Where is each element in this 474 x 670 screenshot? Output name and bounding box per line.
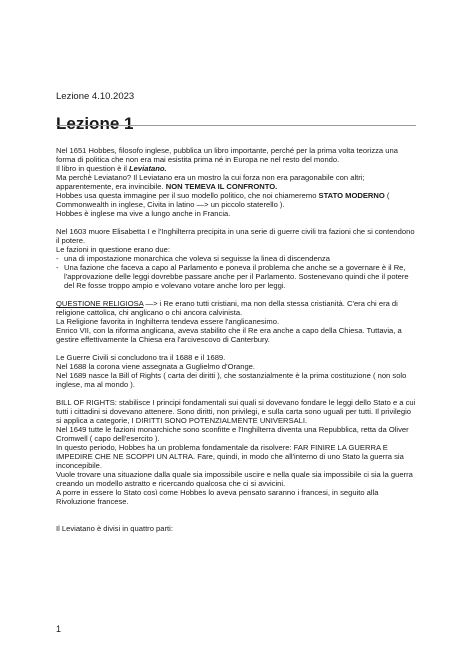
text-line: Nel 1651 Hobbes, filosofo inglese, pubblica un libro importante, perché per la prima volta teorizza una forma di politica che non era mai esistita prima né in Europa ne nel resto del mondo. [56, 146, 398, 164]
paragraph-bill-of-rights [56, 398, 418, 506]
text-line: BILL OF RIGHTS: stabilisce I principi fondamentali sui quali si dovevano fondare le leggi dello Stato e a cui tutti i cittadini si dovevano attenere. Sono diritti, non privilegi, e sulla carta sono uguali per tutti. Il privilegio si applica a categorie, I DIRITTI SONO POTENZIALMENTE UNIVERSALI. [56, 398, 416, 425]
spacer [56, 389, 418, 398]
list-item: - Una fazione che faceva a capo al Parlamento e poneva il problema che anche se a governare è il Re, l'approvazione delle leggi dovrebbe passare anche per il Parlamento. Sostenevano quindi che il potere del Re fosse troppo ampio e volevano votare anche loro per leggi. [56, 263, 418, 290]
page-title: Lezione 1 [56, 114, 134, 133]
text-span: Il libro in question è il [56, 164, 130, 173]
text-line: Hobbes è inglese ma vive a lungo anche in Francia. [56, 209, 231, 218]
document-body [56, 146, 418, 533]
book-title: Leviatano. [129, 164, 167, 173]
spacer [56, 515, 418, 524]
text-line: Vuole trovare una situazione dalla quale sia impossibile uscire e nella quale sia impossibile ci sia la guerra creando un modello astratto e ricercando qualcosa che ci si avvicini. [56, 470, 413, 488]
text-line: Nel 1688 la corona viene assegnata a Guglielmo d'Orange. [56, 362, 256, 371]
text-line: Le Guerre Civili si concludono tra il 1688 e il 1689. [56, 353, 226, 362]
paragraph-parti [56, 524, 418, 533]
spacer [56, 290, 418, 299]
text-line: Nel 1689 nasce la Bill of Rights ( carta dei diritti ), che sostanzialmente è la prima costituzione ( non solo inglese, ma al mondo ). [56, 371, 407, 389]
title-divider [56, 125, 416, 126]
spacer [56, 344, 418, 353]
text-line: Il Leviatano è divisi in quattro parti: [56, 524, 173, 533]
emphasis-text: NON TEMEVA IL CONFRONTO. [165, 182, 278, 191]
text-line [56, 191, 418, 209]
text-line: Le fazioni in questione erano due: [56, 245, 170, 254]
paragraph-leviatano [56, 146, 418, 218]
underlined-heading: QUESTIONE RELIGIOSA [56, 299, 144, 308]
paragraph-guerre-civili [56, 227, 418, 290]
spacer [56, 506, 418, 515]
page-number: 1 [56, 624, 62, 634]
text-line: Enrico VII, con la riforma anglicana, aveva stabilito che il Re era anche a capo della Chiesa. Tuttavia, a gestire effettivamente la Chiesa era l'arcivescovo di Canterbury. [56, 326, 402, 344]
text-line: A porre in essere lo Stato così come Hobbes lo aveva pensato saranno i francesi, in seguito alla Rivoluzione francese. [56, 488, 379, 506]
text-span: ( Commonwealth in inglese, Civita in latino —> un piccolo staterello ). [56, 191, 390, 209]
text-line: In questo periodo, Hobbes ha un problema fondamentale da risolvere: FAR FINIRE LA GUERRA E IMPEDIRE CHE NE SCOPPI UN ALTRA. Fare, quindi, in modo che all'interno di uno Stato la guerra sia inconcepibile. [56, 443, 404, 470]
list-item: - una di impostazione monarchica che voleva si seguisse la linea di discendenza [56, 254, 418, 263]
text-line [56, 164, 418, 173]
text-line: Nel 1603 muore Elisabetta I e l'Inghilterra precipita in una serie di guerre civili tra fazioni che si contendono il potere. [56, 227, 415, 245]
text-span: Ma perchè Leviatano? Il Leviatano era un mostro la cui forza non era paragonabile con altri; apparentemente, era invincibile. [56, 173, 365, 191]
text-line [56, 173, 418, 191]
text-line [56, 299, 418, 317]
text-span: Hobbes usa questa immagine per il suo modello politico, che noi chiameremo [56, 191, 319, 200]
paragraph-bill-of-rights-dates [56, 353, 418, 389]
faction-list [56, 254, 418, 290]
text-line: La Religione favorita in Inghilterra tendeva essere l'anglicanesimo. [56, 317, 280, 326]
text-span: —> i Re erano tutti cristiani, ma non della stessa cristianità. C'era chi era di religione cattolica, chi anglicano o chi ancora calvinista. [56, 299, 398, 317]
spacer [56, 218, 418, 227]
text-line: Nel 1649 tutte le fazioni monarchiche sono sconfitte e l'Inghilterra diventa una Repubblica, retta da Oliver Cromwell ( capo dell'esercito ). [56, 425, 409, 443]
paragraph-religione [56, 299, 418, 344]
emphasis-text: STATO MODERNO [318, 191, 385, 200]
lesson-date: Lezione 4.10.2023 [56, 91, 135, 102]
